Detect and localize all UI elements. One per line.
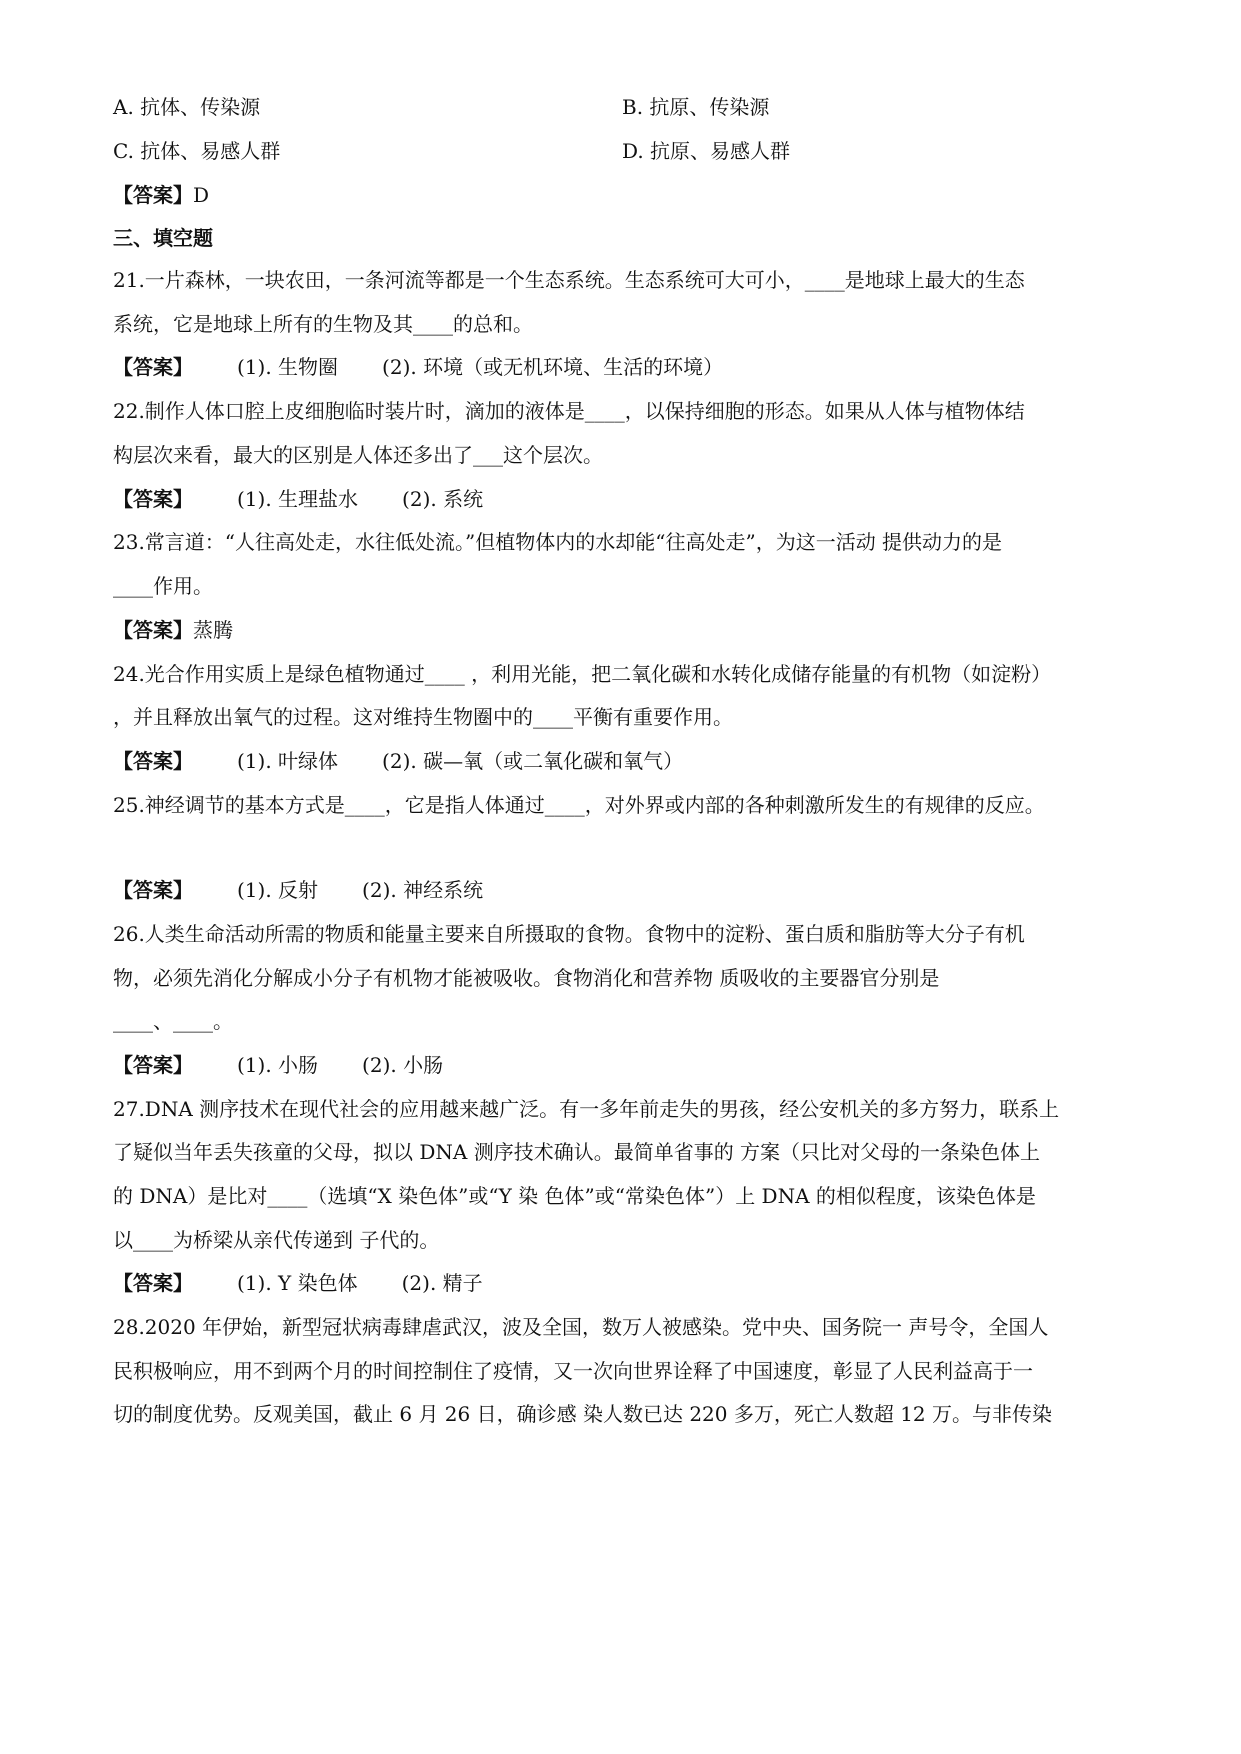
answer-label: 【答案】	[113, 749, 193, 773]
q26-line3: ____、____。	[113, 1009, 233, 1033]
answer-part-2: (2). 小肠	[362, 1053, 444, 1077]
q25-answer	[113, 876, 483, 904]
q27-line4: 以____为桥梁从亲代传递到 子代的。	[113, 1228, 440, 1252]
answer-20	[113, 181, 209, 209]
q21-answer	[113, 353, 723, 381]
q25-line1: 25.神经调节的基本方式是____，它是指人体通过____，对外界或内部的各种刺激所发生的有规律的反应。	[113, 793, 1045, 817]
q27-answer	[113, 1269, 483, 1297]
answer-value: 蒸腾	[193, 618, 233, 642]
q27-line1: 27.DNA 测序技术在现代社会的应用越来越广泛。有一多年前走失的男孩，经公安机关的多方努力，联系上	[113, 1097, 1060, 1121]
answer-part-2: (2). 环境（或无机环境、生活的环境）	[382, 355, 724, 379]
q26-answer	[113, 1051, 443, 1079]
section-title: 三、填空题	[113, 226, 213, 250]
q22-line2: 构层次来看，最大的区别是人体还多出了___这个层次。	[113, 443, 603, 467]
answer-part-1: (1). 小肠	[237, 1053, 319, 1077]
answer-value: D	[193, 183, 210, 207]
answer-label: 【答案】	[113, 183, 193, 207]
answer-part-2: (2). 碳—氧（或二氧化碳和氧气）	[382, 749, 684, 773]
answer-part-1: (1). 生物圈	[237, 355, 339, 379]
answer-label: 【答案】	[113, 487, 193, 511]
q23-answer	[113, 616, 233, 644]
q28-line1: 28.2020 年伊始，新型冠状病毒肆虐武汉，波及全国，数万人被感染。党中央、国务院一 声号令，全国人	[113, 1315, 1049, 1339]
q28-line3: 切的制度优势。反观美国，截止 6 月 26 日，确诊感 染人数已达 220 多万，死亡人数超 12 万。与非传染	[113, 1402, 1053, 1426]
answer-part-2: (2). 系统	[402, 487, 484, 511]
q21-line1: 21.一片森林，一块农田，一条河流等都是一个生态系统。生态系统可大可小，____是地球上最大的生态	[113, 268, 1025, 292]
q24-line1: 24.光合作用实质上是绿色植物通过____ ，利用光能，把二氧化碳和水转化成储存能量的有机物（如淀粉）	[113, 662, 1052, 686]
q24-answer	[113, 747, 683, 775]
q22-line1: 22.制作人体口腔上皮细胞临时装片时，滴加的液体是____，以保持细胞的形态。如果从人体与植物体结	[113, 399, 1025, 423]
answer-part-1: (1). Y 染色体	[237, 1271, 358, 1295]
q28-line2: 民积极响应，用不到两个月的时间控制住了疫情，又一次向世界诠释了中国速度，彰显了人民利益高于一	[113, 1359, 1033, 1383]
answer-part-1: (1). 生理盐水	[237, 487, 359, 511]
q26-line1: 26.人类生命活动所需的物质和能量主要来自所摄取的食物。食物中的淀粉、蛋白质和脂肪等大分子有机	[113, 922, 1025, 946]
q24-line2: ，并且释放出氧气的过程。这对维持生物圈中的____平衡有重要作用。	[113, 705, 733, 729]
q23-line1: 23.常言道：“人往高处走，水往低处流。”但植物体内的水却能“往高处走”，为这一活动 提供动力的是	[113, 530, 1003, 554]
q27-line2: 了疑似当年丢失孩童的父母，拟以 DNA 测序技术确认。最简单省事的 方案（只比对父母的一条染色体上	[113, 1140, 1041, 1164]
q27-line3: 的 DNA）是比对____（选填“X 染色体”或“Y 染 色体”或“常染色体”）上 DNA 的相似程度，该染色体是	[113, 1184, 1036, 1208]
option-b: B. 抗原、传染源	[622, 95, 770, 119]
option-d: D. 抗原、易感人群	[622, 139, 791, 163]
option-c: C. 抗体、易感人群	[113, 139, 281, 163]
answer-label: 【答案】	[113, 355, 193, 379]
answer-part-2: (2). 神经系统	[362, 878, 484, 902]
answer-label: 【答案】	[113, 878, 193, 902]
answer-label: 【答案】	[113, 1053, 193, 1077]
q26-line2: 物，必须先消化分解成小分子有机物才能被吸收。食物消化和营养物 质吸收的主要器官分别是	[113, 966, 940, 990]
answer-part-2: (2). 精子	[401, 1271, 483, 1295]
q22-answer	[113, 485, 483, 513]
answer-label: 【答案】	[113, 1271, 193, 1295]
answer-part-1: (1). 叶绿体	[237, 749, 339, 773]
answer-label: 【答案】	[113, 618, 193, 642]
option-a: A. 抗体、传染源	[113, 95, 261, 119]
q21-line2: 系统，它是地球上所有的生物及其____的总和。	[113, 312, 533, 336]
q23-line2: ____作用。	[113, 574, 213, 598]
answer-part-1: (1). 反射	[237, 878, 319, 902]
